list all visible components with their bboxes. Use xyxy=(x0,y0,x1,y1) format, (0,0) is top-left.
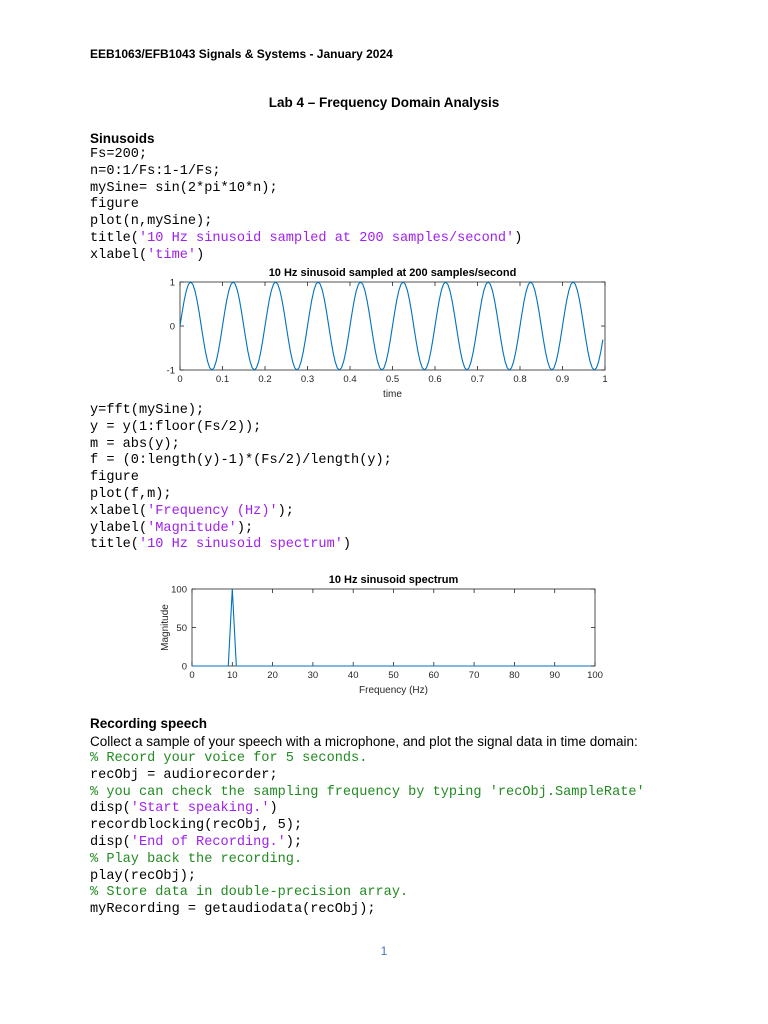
code-text: myRecording = getaudiodata(recObj); xyxy=(90,902,376,918)
chart-title: 10 Hz sinusoid sampled at 200 samples/second xyxy=(268,267,517,279)
axes-frame xyxy=(192,589,595,666)
figure-sinusoid-time xyxy=(150,262,630,407)
code-line xyxy=(90,751,645,768)
code-text: play(recObj); xyxy=(90,868,197,884)
code-text: mySine= sin(2*pi*10*n); xyxy=(90,180,278,196)
x-tick-label: 80 xyxy=(509,670,520,681)
code-line xyxy=(90,801,645,818)
code-comment: % Store data in double-precision array. xyxy=(90,885,409,901)
code-text: ylabel( xyxy=(90,520,148,536)
y-tick-label: 1 xyxy=(169,277,175,289)
code-line xyxy=(90,231,522,248)
code-line xyxy=(90,403,392,420)
code-text: title( xyxy=(90,537,139,553)
code-line xyxy=(90,214,522,231)
x-tick-label: 0.9 xyxy=(555,374,570,385)
x-axis-label: Frequency (Hz) xyxy=(359,685,428,696)
x-tick-label: 0 xyxy=(177,374,183,385)
y-tick-label: -1 xyxy=(166,365,175,377)
sinusoid-plot xyxy=(150,262,630,407)
x-tick-label: 50 xyxy=(388,670,399,681)
code-string: 'Frequency (Hz)' xyxy=(147,503,278,519)
code-text: m = abs(y); xyxy=(90,436,180,452)
code-line xyxy=(90,164,522,181)
code-text: ); xyxy=(277,503,294,519)
x-tick-label: 0.7 xyxy=(470,374,485,385)
code-line xyxy=(90,818,645,835)
code-comment: % Record your voice for 5 seconds. xyxy=(90,751,368,766)
code-line xyxy=(90,487,392,504)
x-tick-label: 40 xyxy=(347,670,359,681)
page-number: 1 xyxy=(380,944,388,958)
code-text: recObj = audiorecorder; xyxy=(90,767,278,783)
code-line xyxy=(90,785,645,802)
y-tick-label: 0 xyxy=(181,661,187,673)
code-line xyxy=(90,521,392,538)
y-axis-label: Magnitude xyxy=(160,604,171,651)
code-text: y=fft(mySine); xyxy=(90,403,205,418)
x-tick-label: 0.2 xyxy=(258,374,272,385)
code-text: ); xyxy=(236,520,254,536)
code-string: 'Start speaking.' xyxy=(130,801,270,817)
recording-instructions: Collect a sample of your speech with a microphone, and plot the signal data in time domain: xyxy=(90,734,638,749)
figure-sinusoid-spectrum xyxy=(150,568,630,703)
code-comment: % Play back the recording. xyxy=(90,851,303,867)
code-line xyxy=(90,902,645,919)
x-tick-label: 0.6 xyxy=(428,374,442,385)
lab-title: Lab 4 – Frequency Domain Analysis xyxy=(268,95,500,110)
code-line xyxy=(90,420,392,437)
code-line xyxy=(90,835,645,852)
code-text: xlabel( xyxy=(90,247,148,263)
code-line xyxy=(90,470,392,487)
code-text: title( xyxy=(90,230,139,246)
code-string: 'time' xyxy=(147,247,197,263)
code-text: y = y(1:floor(Fs/2)); xyxy=(90,419,262,435)
x-tick-label: 0 xyxy=(189,670,195,681)
chart-title: 10 Hz sinusoid spectrum xyxy=(328,574,459,586)
code-line xyxy=(90,768,645,785)
code-text: ) xyxy=(269,801,278,817)
code-text: ); xyxy=(285,834,303,850)
y-tick-label: 100 xyxy=(171,584,187,596)
code-line xyxy=(90,453,392,470)
spectrum-plot xyxy=(150,568,630,703)
code-string: 'End of Recording.' xyxy=(130,834,286,850)
code-line xyxy=(90,885,645,902)
code-string: '10 Hz sinusoid spectrum' xyxy=(138,537,343,553)
x-tick-label: 100 xyxy=(587,670,603,681)
code-text: disp( xyxy=(90,834,131,850)
x-axis-label: time xyxy=(383,389,402,400)
x-tick-label: 20 xyxy=(267,670,278,681)
y-tick-label: 0 xyxy=(169,321,175,333)
x-tick-label: 10 xyxy=(227,670,238,681)
x-tick-label: 0.8 xyxy=(513,374,527,385)
x-tick-label: 90 xyxy=(549,670,560,681)
code-text: recordblocking(recObj, 5); xyxy=(90,818,303,834)
document-header: EEB1063/EFB1043 Signals & Systems - January 2024 xyxy=(90,47,393,61)
code-text: ) xyxy=(196,247,205,263)
code-text: ) xyxy=(514,230,523,246)
code-string: '10 Hz sinusoid sampled at 200 samples/second' xyxy=(138,230,515,246)
x-tick-label: 0.5 xyxy=(385,374,400,385)
code-text: figure xyxy=(90,470,139,486)
code-text: xlabel( xyxy=(90,503,148,519)
y-tick-label: 50 xyxy=(176,623,187,634)
code-line xyxy=(90,504,392,521)
code-text: plot(n,mySine); xyxy=(90,214,213,230)
code-text: f = (0:length(y)-1)*(Fs/2)/length(y); xyxy=(90,453,392,469)
x-tick-label: 1 xyxy=(602,374,608,385)
code-text: n=0:1/Fs:1-1/Fs; xyxy=(90,163,221,179)
section-heading-recording: Recording speech xyxy=(90,716,208,731)
code-line xyxy=(90,852,645,869)
x-tick-label: 0.3 xyxy=(300,374,315,385)
code-line xyxy=(90,869,645,886)
x-tick-label: 0.1 xyxy=(215,374,230,385)
code-line xyxy=(90,437,392,454)
code-line xyxy=(90,537,392,554)
code-text: figure xyxy=(90,197,139,213)
code-text: disp( xyxy=(90,801,131,817)
code-text: Fs=200; xyxy=(90,147,148,162)
code-text: plot(f,m); xyxy=(90,486,172,502)
x-tick-label: 70 xyxy=(468,670,480,681)
code-block-recording xyxy=(90,751,645,919)
section-heading-sinusoids: Sinusoids xyxy=(90,131,155,146)
x-tick-label: 0.4 xyxy=(343,374,357,385)
code-comment: % you can check the sampling frequency by typing 'recObj.SampleRate' xyxy=(90,784,645,800)
code-block-fft xyxy=(90,403,392,554)
code-line xyxy=(90,147,522,164)
x-tick-label: 30 xyxy=(307,670,319,681)
code-text: ) xyxy=(342,537,352,553)
code-line xyxy=(90,181,522,198)
code-block-sinusoid xyxy=(90,147,522,265)
code-line xyxy=(90,197,522,214)
code-string: 'Magnitude' xyxy=(147,520,237,536)
x-tick-label: 60 xyxy=(428,670,440,681)
